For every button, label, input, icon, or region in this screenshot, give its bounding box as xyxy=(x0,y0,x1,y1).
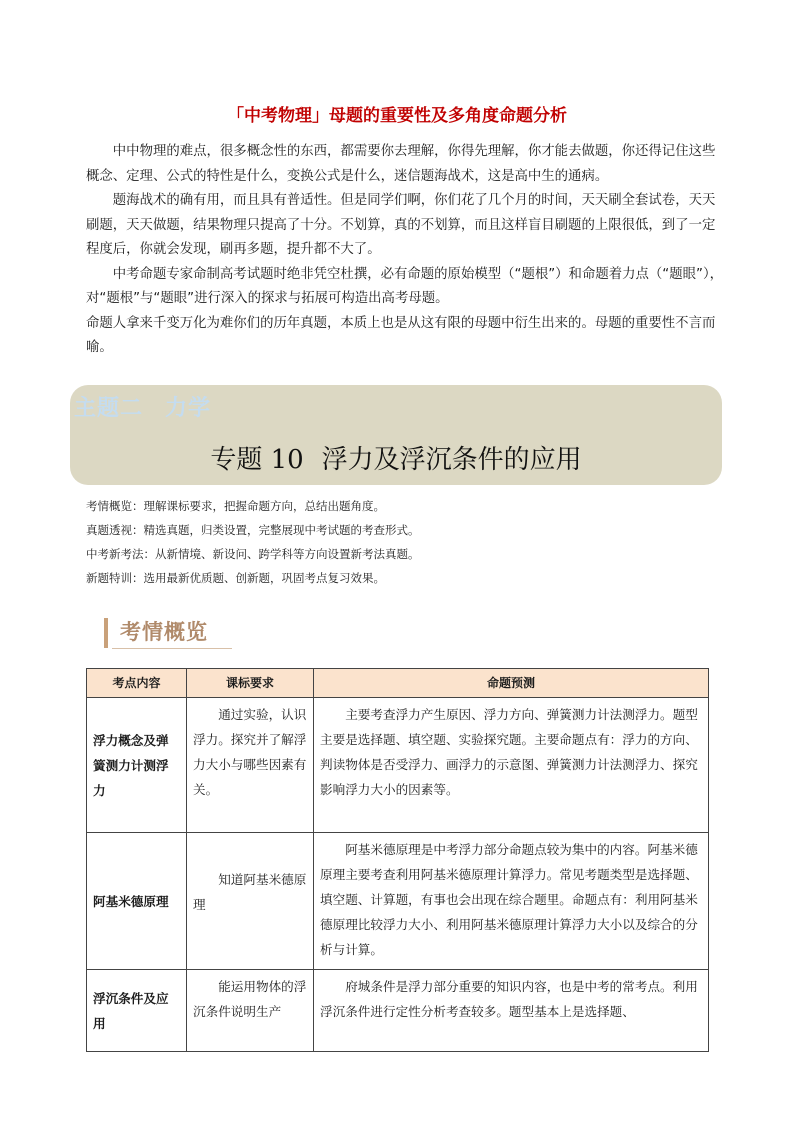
column-header: 考点内容 xyxy=(87,669,187,698)
table-row xyxy=(87,970,709,1052)
section-label-bar xyxy=(104,618,108,648)
theme-label: 主题二 xyxy=(74,396,144,421)
exam-table xyxy=(86,668,709,1052)
intro-paragraph: 中中物理的难点，很多概念性的东西，都需要你去理解，你得先理解，你才能去做题，你还得记住这些概念、定理、公式的特性是什么，变换公式是什么，迷信题海战术，这是高中生的通病。 xyxy=(86,144,716,184)
prediction-cell: 府城条件是浮力部分重要的知识内容，也是中考的常考点。利用浮沉条件进行定性分析考查较多。题型基本上是选择题、 xyxy=(314,970,709,1052)
topic-title: 浮力及浮沉条件的应用 xyxy=(321,445,582,475)
table-row xyxy=(87,698,709,833)
point-cell: 浮力概念及弹簧测力计测浮力 xyxy=(87,698,187,833)
point-cell: 阿基米德原理 xyxy=(87,833,187,970)
theme-name: 力学 xyxy=(165,396,212,421)
prediction-cell: 阿基米德原理是中考浮力部分命题点较为集中的内容。阿基米德原理主要考查利用阿基米德原理计算浮力。常见考题类型是选择题、填空题、计算题，有事也会出现在综合题里。命题点有：利用阿基米德原理比较浮力大小、利用阿基米德原理计算浮力大小以及综合的分析与计算。 xyxy=(314,833,709,970)
requirement-cell: 知道阿基米德原理 xyxy=(187,833,314,970)
topic-number: 专题 10 xyxy=(210,445,304,475)
intro-text xyxy=(86,140,726,361)
overview-item: 真题透视：精选真题，归类设置，完整展现中考试题的考查形式。 xyxy=(86,523,420,537)
topic-banner xyxy=(70,385,722,485)
section-label-underline xyxy=(112,648,232,649)
table-header-row xyxy=(87,669,709,698)
prediction-cell: 主要考查浮力产生原因、浮力方向、弹簧测力计法测浮力。题型主要是选择题、填空题、实验探究题。主要命题点有：浮力的方向、判读物体是否受浮力、画浮力的示意图、弹簧测力计法测浮力、探究影响浮力大小的因素等。 xyxy=(314,698,709,833)
overview-item: 考情概览：理解课标要求，把握命题方向，总结出题角度。 xyxy=(86,499,385,513)
intro-paragraph: 中考命题专家命制高考试题时绝非凭空杜撰，必有命题的原始模型（“题根”）和命题着力点（“题眼”），对“题根”与“题眼”进行深入的探求与拓展可构造出高考母题。 xyxy=(86,266,724,306)
point-cell: 浮沉条件及应用 xyxy=(87,970,187,1052)
overview-item: 新题特训：选用最新优质题、创新题，巩固考点复习效果。 xyxy=(86,571,385,585)
intro-paragraph: 题海战术的确有用，而且具有普适性。但是同学们啊，你们花了几个月的时间，天天刷全套试卷，天天刷题，天天做题，结果物理只提高了十分。不划算，真的不划算，而且这样盲目刷题的上限很低，到了一定程度后，你就会发现，刷再多题，提升都不大了。 xyxy=(86,193,716,257)
theme-heading xyxy=(74,391,211,422)
overview-list xyxy=(86,494,726,590)
section-label-text: 考情概览 xyxy=(120,620,208,644)
column-header: 课标要求 xyxy=(187,669,314,698)
overview-item: 中考新考法：从新情境、新设问、跨学科等方向设置新考法真题。 xyxy=(86,547,420,561)
requirement-cell: 能运用物体的浮沉条件说明生产 xyxy=(187,970,314,1052)
section-label xyxy=(104,614,244,650)
topic-heading xyxy=(70,439,722,476)
page-title: 「中考物理」母题的重要性及多角度命题分析 xyxy=(227,106,567,126)
requirement-cell: 通过实验，认识浮力。探究并了解浮力大小与哪些因素有关。 xyxy=(187,698,314,833)
intro-paragraph: 命题人拿来千变万化为难你们的历年真题，本质上也是从这有限的母题中衍生出来的。母题的重要性不言而喻。 xyxy=(86,315,716,355)
column-header: 命题预测 xyxy=(314,669,709,698)
table-row xyxy=(87,833,709,970)
